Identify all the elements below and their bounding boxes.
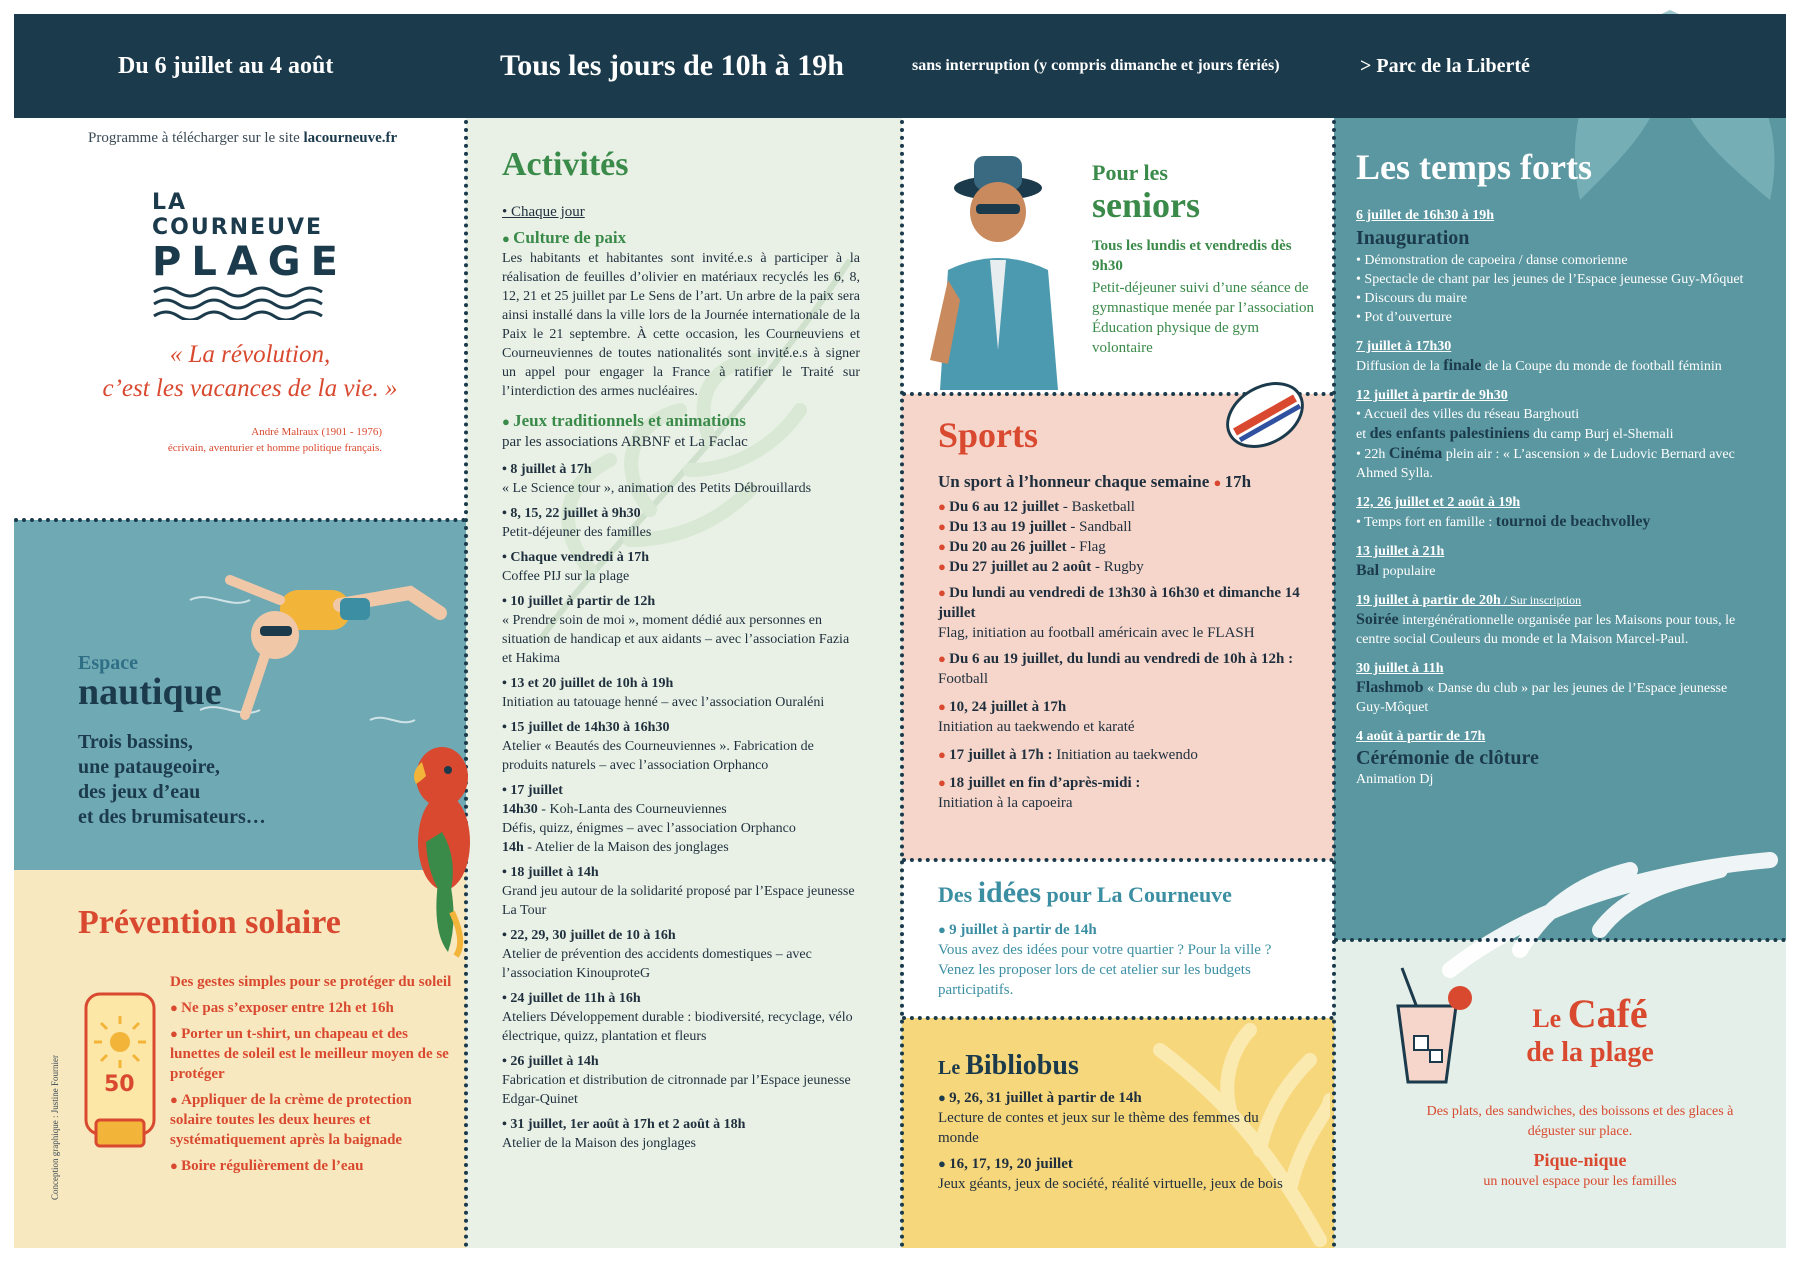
separator-6 — [902, 858, 1334, 862]
picnic-title: Pique-nique — [1533, 1150, 1627, 1170]
event-text: Grand jeu autour de la solidarité proposé par l’Espace jeunesse La Tour — [502, 884, 855, 918]
prevention-item: ● Appliquer de la crème de protection solaire toutes les deux heures et systématiquement après la baignade — [170, 1090, 455, 1150]
sports-week-title: Un sport à l’honneur chaque semaine — [938, 472, 1210, 491]
e3-text: et — [1356, 427, 1370, 442]
event-text: Fabrication et distribution de citronnade par l’Espace jeunesse Edgar-Quinet — [502, 1073, 851, 1107]
sunscreen-icon — [80, 990, 160, 1150]
event-date: • 10 juillet à partir de 12h — [502, 594, 656, 609]
idees-title-a: Des — [938, 882, 978, 907]
week-sport: - Sandball — [1066, 519, 1132, 535]
download-site[interactable]: lacourneuve.fr — [303, 130, 398, 146]
week-date: Du 13 au 19 juillet — [949, 519, 1067, 535]
capo-text: Initiation à la capoeira — [938, 795, 1073, 811]
event-date: • 8, 15, 22 juillet à 9h30 — [502, 506, 641, 521]
week-date: Du 6 au 12 juillet — [949, 499, 1060, 515]
list-item — [938, 557, 1318, 577]
list-item — [502, 863, 860, 920]
list-item — [502, 674, 860, 712]
event-date: • 18 juillet à 14h — [502, 865, 599, 880]
prevention-item: ● Ne pas s’exposer entre 12h et 16h — [170, 998, 455, 1018]
e1-item: • Démonstration de capoeira / danse comorienne — [1356, 251, 1756, 270]
culture-title: ● Culture de paix — [502, 228, 860, 249]
e3-line1: • Accueil des villes du réseau Barghouti — [1356, 407, 1580, 422]
event-date: • 22, 29, 30 juillet de 10 à 16h — [502, 928, 676, 943]
event-date: • 13 et 20 juillet de 10h à 19h — [502, 676, 674, 691]
flash-date: ● Du lundi au vendredi de 13h30 à 16h30 et dimanche 14 juillet — [938, 583, 1318, 623]
e8-text: Animation Dj — [1356, 772, 1434, 787]
list-item — [502, 592, 860, 668]
event-text: Coffee PIJ sur la plage — [502, 569, 630, 584]
e8-date: 4 août à partir de 17h — [1356, 729, 1486, 744]
week-sport: - Flag — [1066, 539, 1106, 555]
idees-title-b: idées — [977, 876, 1042, 909]
e7-text: « Danse du club » par les jeunes de l’Espace jeunesse Guy-Môquet — [1356, 681, 1728, 715]
event-date: • 24 juillet de 11h à 16h — [502, 991, 641, 1006]
temps-forts-content — [1356, 206, 1756, 789]
e1-item: • Discours du maire — [1356, 289, 1756, 308]
week-sport: - Basketball — [1059, 499, 1135, 515]
nautique-line: Trois bassins, — [78, 731, 193, 753]
separator-1 — [464, 120, 468, 1248]
events-list — [502, 460, 860, 1153]
list-item — [938, 497, 1318, 517]
week-sport: - Rugby — [1091, 559, 1144, 575]
prevention-item: ● Porter un t-shirt, un chapeau et des lunettes de soleil est le meilleur moyen de se protéger — [170, 1024, 455, 1084]
spf-label: 50 — [104, 1072, 135, 1097]
event-text: « Le Science tour », animation des Petits Débrouillards — [502, 481, 812, 496]
separator-4 — [14, 518, 466, 522]
list-item — [502, 548, 860, 586]
tkd2-date: 17 juillet à 17h : — [949, 747, 1053, 763]
temps-forts-title: Les temps forts — [1356, 147, 1592, 187]
quote-role: écrivain, aventurier et homme politique français. — [167, 442, 382, 454]
e3-text: du camp Burj el-Shemali — [1529, 427, 1674, 442]
prevention-intro: Des gestes simples pour se protéger du soleil — [170, 974, 452, 990]
e1-title: Inauguration — [1356, 227, 1470, 249]
event-text: Initiation au tatouage henné – avec l’association Ouraléni — [502, 695, 825, 710]
logo-waves-icon — [152, 284, 342, 320]
tkd-text: Initiation au taekwendo et karaté — [938, 719, 1135, 735]
list-item — [502, 718, 860, 775]
separator-8 — [1334, 938, 1786, 942]
list-item — [502, 1115, 860, 1153]
logo — [152, 190, 352, 324]
separator-2 — [900, 120, 904, 1248]
sports-week-time: ● 17h — [1214, 472, 1252, 491]
header-hours: Tous les jours de 10h à 19h — [500, 49, 844, 82]
e5-bold: Bal — [1356, 562, 1380, 579]
e2-bold: finale — [1443, 357, 1482, 374]
list-item — [502, 504, 860, 542]
e1-item: • Spectacle de chant par les jeunes de l’Espace jeunesse Guy-Môquet — [1356, 270, 1756, 289]
bibliobus-title — [938, 1050, 1079, 1082]
e6-date: 19 juillet à partir de 20h — [1356, 593, 1501, 608]
drink-glass-icon — [1388, 966, 1478, 1086]
event-text: Atelier de prévention des accidents domestiques – avec l’association KinouproteG — [502, 947, 812, 981]
quote-author: André Malraux (1901 - 1976) — [251, 426, 382, 438]
foot-text: Football — [938, 671, 989, 687]
bibliobus-text-1: Lecture de contes et jeux sur le thème des femmes du monde — [938, 1110, 1259, 1146]
e1-date: 6 juillet de 16h30 à 19h — [1356, 208, 1495, 223]
e3-bold: des enfants palestiniens — [1369, 425, 1530, 442]
event-text: Défis, quizz, énigmes – avec l’association Orphanco — [502, 821, 796, 836]
event-text: - Atelier de la Maison des jonglages — [523, 840, 729, 855]
e5-date: 13 juillet à 21h — [1356, 544, 1445, 559]
e3-text: plein air : « L’ascension » de Ludovic Bernard avec Ahmed Sylla. — [1356, 447, 1735, 481]
activites-content — [502, 202, 860, 1159]
flash-text: Flag, initiation au football américain avec le FLASH — [938, 625, 1255, 641]
list-item — [502, 1052, 860, 1109]
e3-bold: Cinéma — [1388, 445, 1443, 462]
event-date: • 17 juillet — [502, 783, 563, 798]
design-credit: Conception graphique : Justine Fournier — [50, 1055, 60, 1200]
header-dates: Du 6 juillet au 4 août — [118, 53, 334, 79]
bibliobus-date-2: ● 16, 17, 19, 20 juillet — [938, 1154, 1298, 1174]
e4-bold: tournoi de beachvolley — [1495, 513, 1651, 530]
foot-date: Du 6 au 19 juillet, du lundi au vendredi de 10h à 12h : — [949, 651, 1294, 667]
idees-title — [938, 876, 1232, 910]
seniors-when: Tous les lundis et vendredis dès 9h30 — [1092, 238, 1292, 274]
parrot-illustration — [402, 722, 492, 962]
quote — [60, 338, 440, 406]
prevention-list — [170, 972, 455, 1182]
download-prefix: Programme à télécharger sur le site — [88, 130, 304, 146]
list-item — [938, 537, 1318, 557]
jeux-title: ● Jeux traditionnels et animations — [502, 411, 860, 432]
list-item — [502, 926, 860, 983]
activites-title: Activités — [502, 146, 629, 183]
event-text: Ateliers Développement durable : biodiversité, recyclage, vélo électrique, quizz, plantation et fleurs — [502, 1010, 853, 1044]
quote-attribution — [60, 424, 382, 456]
cafe-title — [1470, 990, 1710, 1069]
bibliobus-title-b: Bibliobus — [965, 1050, 1079, 1081]
e2-text: Diffusion de la — [1356, 359, 1444, 374]
logo-line1: LA COURNEUVE — [152, 190, 324, 240]
nautique-line: et des brumisateurs… — [78, 806, 266, 828]
list-item — [502, 781, 860, 857]
logo-line2: PLAGE — [152, 239, 348, 285]
event-time: 14h30 — [502, 802, 538, 817]
capo-date: ● 18 juillet en fin d’après-midi : — [938, 773, 1318, 793]
culture-text: Les habitants et habitantes sont invité.e.s à participer à la réalisation de feuilles d’olivier en matériaux recyclés les 6, 8, 12, 21 et 25 juillet par Le Sens de l’art. Un arbre de la paix sera ainsi installé dans la ville lors de la Journée internationale de la Paix le 21 septembre. À cette occasion, les Courneuviens et Courneuviennes de toutes nationalités sont invité.e.s à signer un appel pour engager la France à ratifier le Traité sur l’interdiction des armes nucléaires. — [502, 251, 860, 399]
e6-bold: Soirée — [1356, 611, 1399, 628]
download-note — [88, 128, 397, 148]
e1-item: • Pot d’ouverture — [1356, 308, 1756, 327]
week-date: Du 20 au 26 juillet — [949, 539, 1067, 555]
bibliobus-text-2: Jeux géants, jeux de société, réalité virtuelle, jeux de bois — [938, 1176, 1283, 1192]
separator-7 — [902, 1016, 1334, 1020]
senior-man-illustration — [918, 150, 1078, 390]
event-text: Atelier « Beautés des Courneuviennes ». Fabrication de produits naturels – avec l’association Orphanco — [502, 739, 814, 773]
sports-title: Sports — [938, 415, 1039, 455]
list-item — [938, 517, 1318, 537]
e5-text: populaire — [1379, 564, 1436, 579]
e4-date: 12, 26 juillet et 2 août à 19h — [1356, 495, 1521, 510]
every-day-label: • Chaque jour — [502, 204, 585, 220]
leaf-decoration-white — [1440, 840, 1780, 980]
event-date: • 8 juillet à 17h — [502, 462, 592, 477]
event-date: • Chaque vendredi à 17h — [502, 550, 650, 565]
header-place: > Parc de la Liberté — [1360, 55, 1530, 77]
list-item — [502, 460, 860, 498]
event-text: Petit-déjeuner des familles — [502, 525, 652, 540]
prevention-item: ● Boire régulièrement de l’eau — [170, 1156, 455, 1176]
idees-date: ● 9 juillet à partir de 14h — [938, 920, 1278, 940]
cafe-title-c: de la plage — [1526, 1037, 1654, 1068]
idees-text: Vous avez des idées pour votre quartier ? Pour la ville ? Venez les proposer lors de cet atelier sur les budgets participatifs. — [938, 942, 1272, 998]
e6-text: intergénérationnelle organisée par les Maisons pour tous, le centre social Couleurs du monde et la Maison Marcel-Paul. — [1356, 613, 1736, 647]
cafe-title-a: Le — [1532, 1004, 1568, 1033]
e3-text: • 22h — [1356, 447, 1389, 462]
e7-date: 30 juillet à 11h — [1356, 661, 1444, 676]
sports-content — [938, 472, 1318, 813]
e7-bold: Flashmob — [1356, 679, 1424, 696]
cafe-title-b: Café — [1567, 991, 1648, 1036]
jeux-sub: par les associations ARBNF et La Faclac — [502, 434, 748, 450]
event-text: « Prendre soin de moi », moment dédié aux personnes en situation de handicap et aux aidants – avec l’association Fazia et Hakima — [502, 613, 850, 666]
nautique-title: nautique — [78, 671, 222, 713]
idees-content — [938, 920, 1278, 1000]
tkd-date: ● 10, 24 juillet à 17h — [938, 697, 1318, 717]
e2-text: de la Coupe du monde de football féminin — [1481, 359, 1722, 374]
seniors-title: seniors — [1092, 185, 1200, 225]
header-bar — [14, 14, 1786, 118]
e2-date: 7 juillet à 17h30 — [1356, 339, 1452, 354]
list-item — [502, 989, 860, 1046]
e3-date: 12 juillet à partir de 9h30 — [1356, 388, 1508, 403]
separator-3 — [1332, 120, 1336, 1248]
header-hours-note: sans interruption (y compris dimanche et jours fériés) — [912, 57, 1280, 74]
nautique-title-small: Espace — [78, 652, 138, 674]
event-date: • 26 juillet à 14h — [502, 1054, 599, 1069]
event-text: Atelier de la Maison des jonglages — [502, 1136, 697, 1151]
event-date: • 15 juillet de 14h30 à 16h30 — [502, 720, 670, 735]
seniors-text: Petit-déjeuner suivi d’une séance de gymnastique menée par l’association Éducation physique de gym volontaire — [1092, 280, 1315, 356]
prevention-title: Prévention solaire — [78, 904, 341, 941]
event-time: 14h — [502, 840, 524, 855]
tkd2-text: Initiation au taekwendo — [1052, 747, 1198, 763]
list-item — [938, 649, 1318, 689]
rugby-ball-icon — [1220, 372, 1310, 458]
nautique-line: une pataugeoire, — [78, 756, 220, 778]
bibliobus-date-1: ● 9, 26, 31 juillet à partir de 14h — [938, 1088, 1298, 1108]
cafe-text: Des plats, des sandwiches, des boissons et des glaces à déguster sur place. — [1426, 1104, 1734, 1139]
nautique-lines — [78, 730, 266, 830]
quote-line2: c’est les vacances de la vie. » — [102, 375, 398, 402]
bibliobus-title-a: Le — [938, 1057, 966, 1079]
quote-line1: « La révolution, — [169, 341, 331, 368]
e4-text: • Temps fort en famille : — [1356, 515, 1496, 530]
list-item — [938, 745, 1318, 765]
week-date: Du 27 juillet au 2 août — [949, 559, 1092, 575]
event-text: - Koh-Lanta des Courneuviennes — [537, 802, 727, 817]
e8-title: Cérémonie de clôture — [1356, 747, 1539, 769]
picnic-text: un nouvel espace pour les familles — [1483, 1174, 1677, 1189]
bibliobus-content — [938, 1088, 1298, 1194]
e6-note: / Sur inscription — [1500, 593, 1582, 607]
idees-title-c: pour La Courneuve — [1041, 882, 1232, 907]
nautique-line: des jeux d’eau — [78, 781, 201, 803]
seniors-title-small: Pour les — [1092, 160, 1168, 185]
event-date: • 31 juillet, 1er août à 17h et 2 août à 18h — [502, 1117, 746, 1132]
